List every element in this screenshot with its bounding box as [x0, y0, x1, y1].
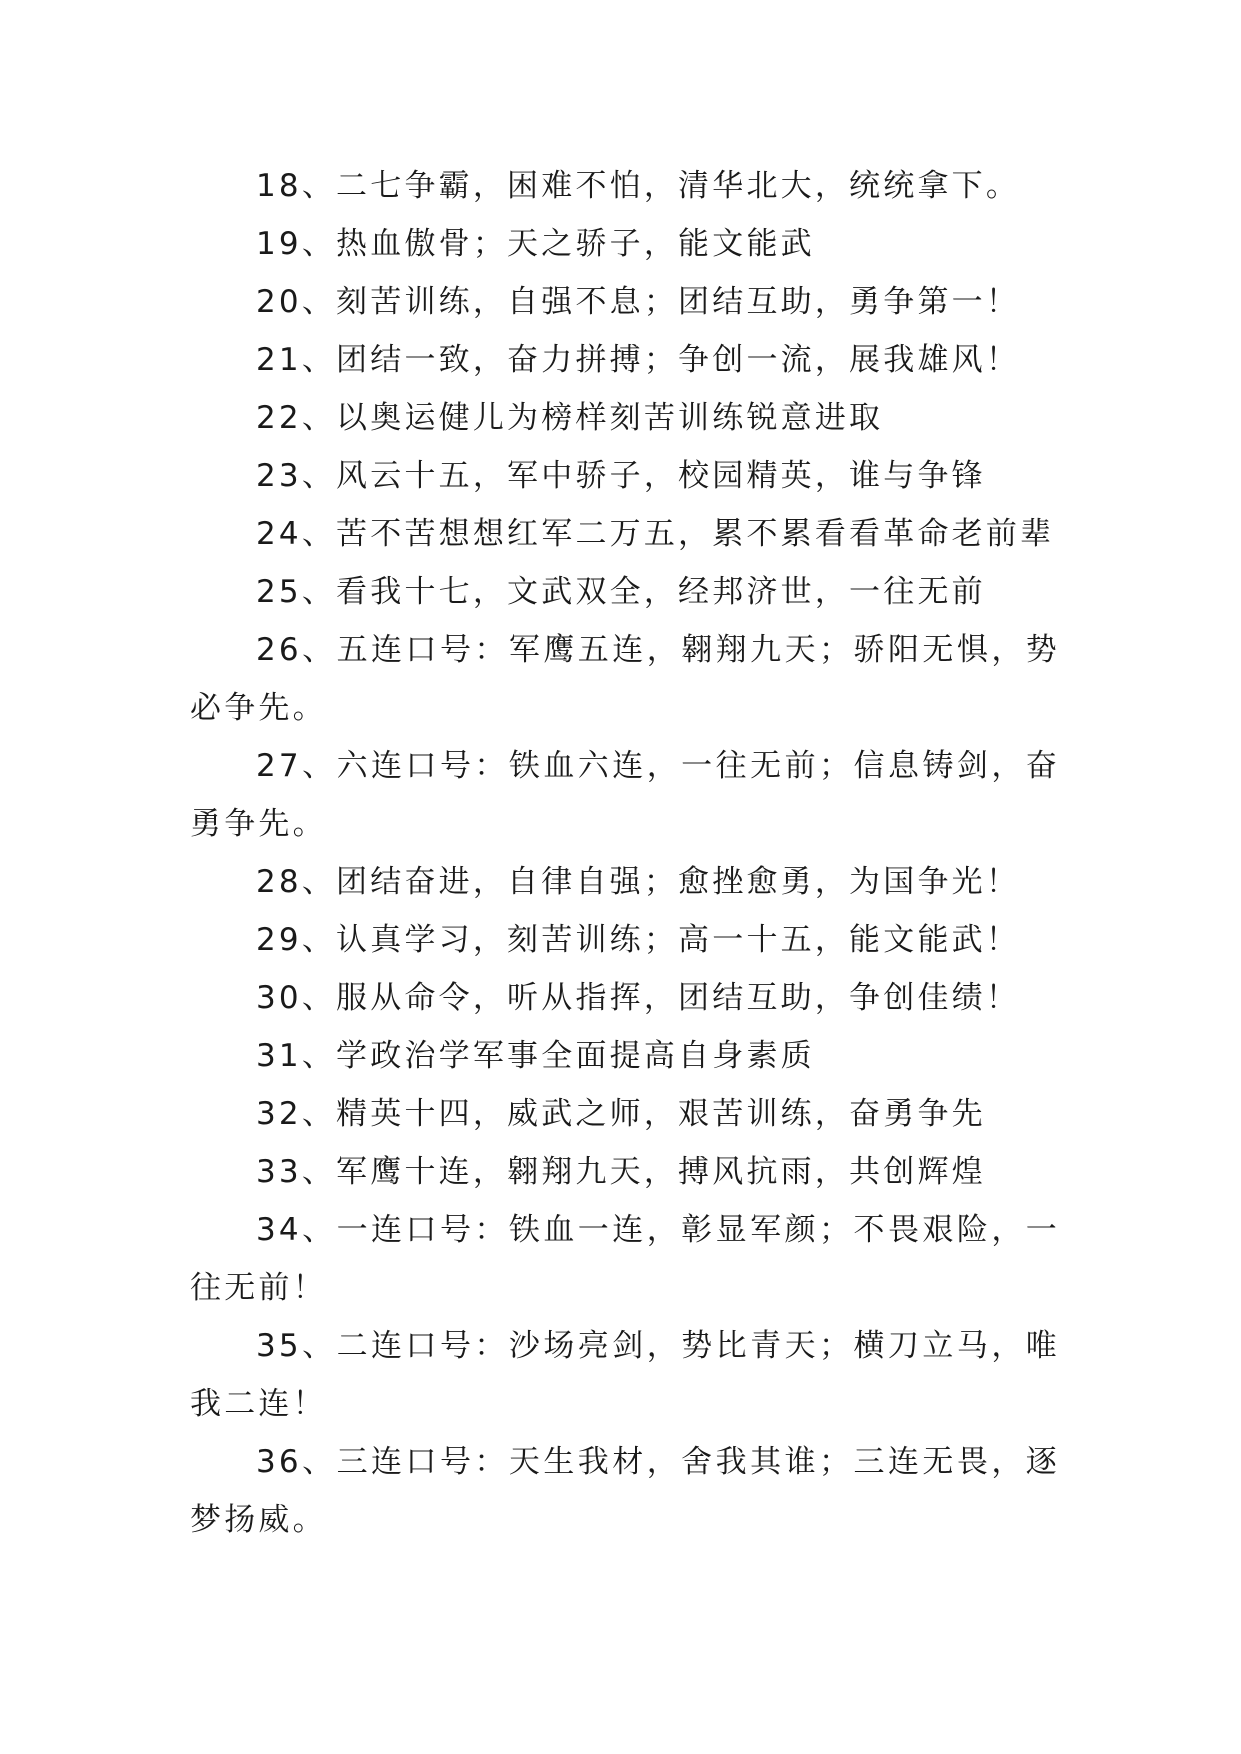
paragraph: 26、五连口号：军鹰五连，翱翔九天；骄阳无惧，势必争先。 [190, 632, 1060, 726]
paragraph: 31、学政治学军事全面提高自身素质 [256, 1038, 815, 1074]
paragraph: 19、热血傲骨；天之骄子，能文能武 [256, 226, 815, 262]
paragraph: 24、苦不苦想想红军二万五，累不累看看革命老前辈 [256, 516, 1055, 552]
paragraph: 32、精英十四，威武之师，艰苦训练，奋勇争先 [256, 1096, 986, 1132]
paragraph: 35、二连口号：沙场亮剑，势比青天；横刀立马，唯我二连！ [190, 1328, 1060, 1422]
paragraph: 36、三连口号：天生我材，舍我其谁；三连无畏，逐梦扬威。 [190, 1444, 1060, 1538]
paragraph: 27、六连口号：铁血六连，一往无前；信息铸剑，奋勇争先。 [190, 748, 1060, 842]
paragraph: 18、二七争霸，困难不怕，清华北大，统统拿下。 [256, 168, 1021, 204]
paragraph: 20、刻苦训练，自强不息；团结互助，勇争第一！ [256, 284, 1021, 320]
paragraph: 25、看我十七，文武双全，经邦济世，一往无前 [256, 574, 986, 610]
document-body [190, 157, 1060, 1549]
paragraph: 28、团结奋进，自律自强；愈挫愈勇，为国争光！ [256, 864, 1021, 900]
paragraph: 33、军鹰十连，翱翔九天，搏风抗雨，共创辉煌 [256, 1154, 986, 1190]
paragraph: 30、服从命令，听从指挥，团结互助，争创佳绩！ [256, 980, 1021, 1016]
paragraph: 34、一连口号：铁血一连，彰显军颜；不畏艰险，一往无前！ [190, 1212, 1060, 1306]
paragraph: 23、风云十五，军中骄子，校园精英，谁与争锋 [256, 458, 986, 494]
paragraph: 29、认真学习，刻苦训练；高一十五，能文能武！ [256, 922, 1021, 958]
paragraph: 22、以奥运健儿为榜样刻苦训练锐意进取 [256, 400, 884, 436]
paragraph: 21、团结一致，奋力拼搏；争创一流，展我雄风！ [256, 342, 1021, 378]
